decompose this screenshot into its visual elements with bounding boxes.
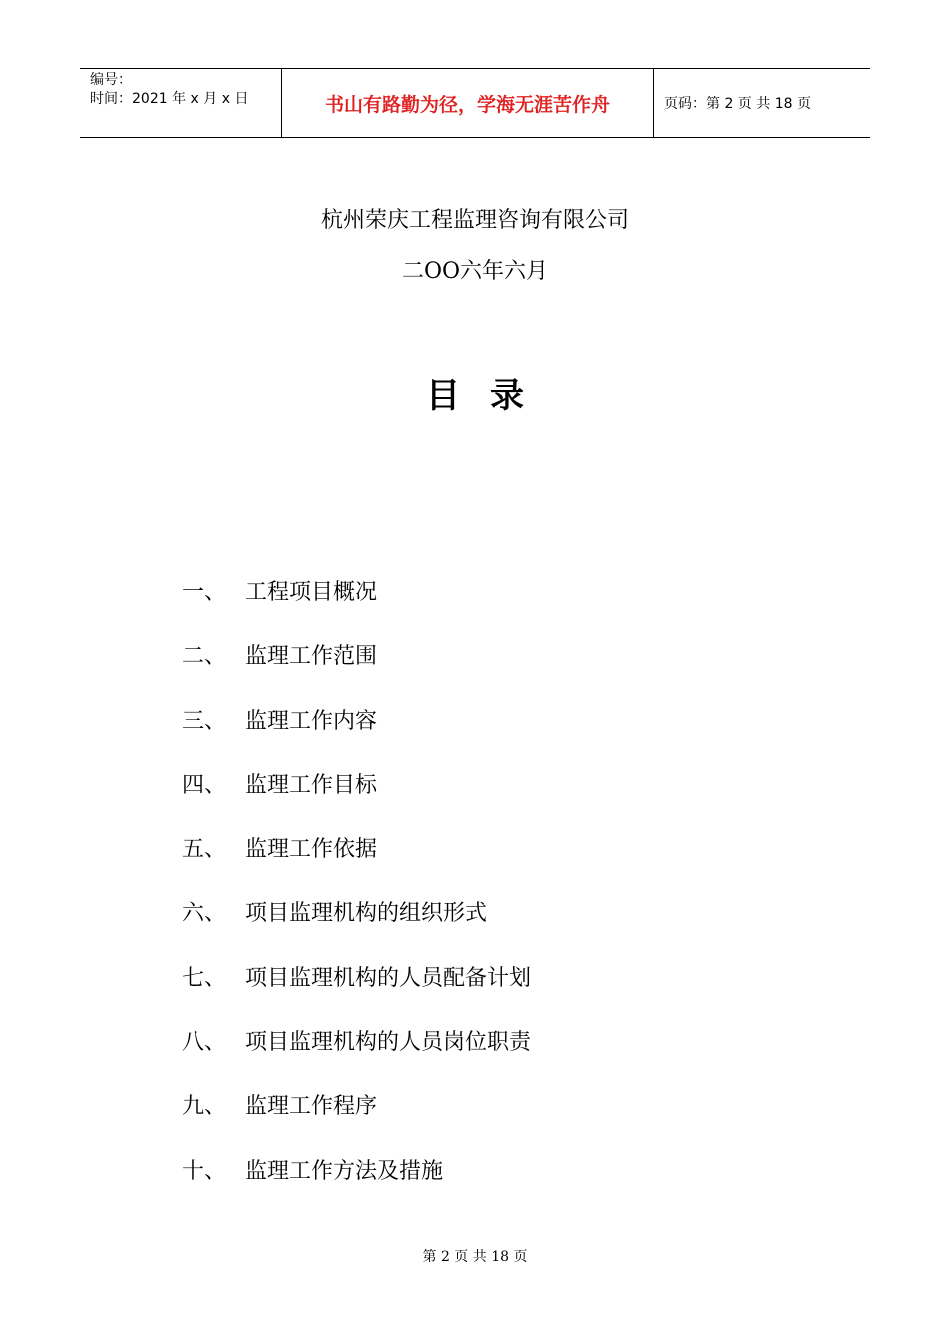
toc-item	[182, 576, 531, 640]
toc-item-number: 三、	[182, 708, 227, 734]
toc-item	[182, 1026, 531, 1090]
toc-item-number: 六、	[182, 901, 227, 927]
toc-item-number: 八、	[182, 1030, 227, 1056]
page-info: 页码：第 2 页 共 18 页	[664, 96, 811, 112]
toc-item	[182, 833, 531, 897]
toc-item-text: 项目监理机构的人员岗位职责	[245, 1030, 532, 1056]
toc-item-number: 五、	[182, 837, 227, 863]
motto: 书山有路勤为径，学海无涯苦作舟	[281, 69, 654, 137]
toc-item	[182, 705, 531, 769]
toc-item-text: 项目监理机构的组织形式	[245, 901, 488, 927]
toc-item-text: 监理工作范围	[245, 644, 378, 670]
toc-item-number: 十、	[182, 1158, 227, 1184]
time-label: 时间：2021 年 x 月 x 日	[90, 91, 249, 107]
page-footer: 第 2 页 共 18 页	[422, 1249, 528, 1265]
toc-item-text: 监理工作方法及措施	[245, 1158, 444, 1184]
toc-item-text: 监理工作目标	[245, 772, 378, 798]
toc-item-number: 九、	[182, 1094, 227, 1120]
toc-title: 目录	[426, 376, 554, 416]
toc-item	[182, 769, 531, 833]
toc-item	[182, 1090, 531, 1154]
toc-item-text: 项目监理机构的人员配备计划	[245, 965, 532, 991]
table-of-contents	[182, 576, 531, 1219]
toc-item-number: 一、	[182, 580, 227, 605]
toc-item-number: 二、	[182, 644, 227, 670]
number-label: 编号：	[90, 72, 132, 88]
toc-item	[182, 640, 531, 704]
page-header	[80, 68, 870, 138]
toc-item-text: 工程项目概况	[245, 580, 378, 605]
company-name: 杭州荣庆工程监理咨询有限公司	[320, 208, 629, 233]
toc-item-text: 监理工作内容	[245, 708, 378, 734]
toc-item-text: 监理工作程序	[245, 1094, 378, 1120]
toc-item-number: 四、	[182, 772, 227, 798]
toc-item-text: 监理工作依据	[245, 837, 378, 863]
toc-item	[182, 962, 531, 1026]
toc-item	[182, 1155, 531, 1219]
header-left-cell	[80, 69, 281, 137]
document-date: 二OO六年六月	[401, 259, 549, 284]
toc-item	[182, 897, 531, 961]
toc-item-number: 七、	[182, 965, 227, 991]
